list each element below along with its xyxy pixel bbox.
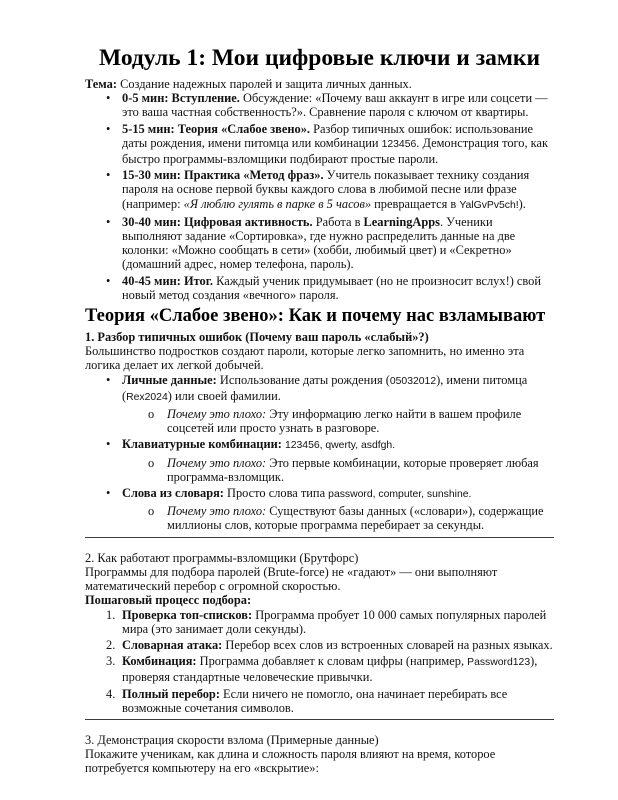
numbered-list	[85, 608, 554, 715]
text-run: 5-15 мин: Теория «Слабое звено».	[122, 121, 310, 136]
list-item	[85, 274, 554, 302]
text-run: Большинство подростков создают пароли, которые легко запомнить, но именно эта логика делает их легкой добычей.	[85, 344, 525, 373]
list-item	[85, 687, 554, 715]
divider	[85, 537, 554, 538]
section-heading	[85, 306, 554, 327]
paragraph	[85, 593, 554, 607]
list-marker: •	[106, 121, 111, 136]
sub-list-item	[85, 407, 554, 435]
text-run: Обсуждение: «Почему ваш аккаунт в игре или соцсети — это ваша частная собственность?». Сравнение пароля с ключом от квартиры.	[122, 91, 548, 120]
text-run: Слова из словаря:	[122, 486, 224, 501]
text-run: Программы для подбора паролей (Brute-force) не «гадают» — они выполняют математический перебор с огромной скоростью.	[85, 564, 498, 594]
list-marker: 1.	[106, 607, 116, 622]
sub-list-item	[85, 456, 554, 484]
paragraph	[85, 565, 554, 593]
text-run: 15-30 мин: Практика «Метод фраз».	[122, 168, 324, 183]
list-item-text	[122, 122, 554, 167]
list-marker: •	[106, 214, 111, 229]
text-run: превращается в	[371, 196, 460, 211]
list-item	[85, 638, 554, 652]
paragraph	[85, 747, 554, 775]
list-item-text	[167, 456, 554, 484]
list-item-text	[167, 504, 554, 532]
list-marker: 3.	[106, 654, 116, 669]
list-item	[85, 122, 554, 167]
text-run: Личные данные:	[122, 372, 217, 387]
list-marker: o	[148, 407, 155, 422]
text-run: Это первые комбинации, которые проверяет любая программа-взломщик.	[167, 455, 539, 484]
list-item	[85, 437, 554, 453]
text-run: . Демонстрация того, как быстро программы-взломщики подбирают простые пароли.	[122, 135, 549, 167]
list-item-text	[122, 638, 554, 652]
paragraph	[85, 77, 554, 91]
sub-list-item	[85, 504, 554, 532]
text-run: Клавиатурные комбинации:	[122, 437, 282, 452]
text-run: Эту информацию легко найти в вашем профиле соцсетей или просто узнать в разговоре.	[167, 407, 522, 436]
paragraph	[85, 733, 554, 747]
list-item-text	[122, 654, 554, 684]
text-run: 05032012	[389, 375, 437, 387]
bullet-list	[85, 91, 554, 302]
list-item-text	[122, 274, 554, 302]
text-run: Тема:	[85, 77, 117, 91]
text-run: LearningApps	[363, 214, 440, 229]
list-marker: •	[106, 437, 111, 452]
list-marker: •	[106, 372, 111, 387]
paragraph	[85, 330, 554, 344]
text-run: Проверка топ-списков:	[122, 607, 253, 622]
list-item-text	[122, 687, 554, 715]
text-run: Работа в	[312, 214, 364, 229]
list-item-text	[122, 91, 554, 119]
list-marker: •	[106, 91, 111, 106]
bullet-list	[85, 373, 554, 533]
list-item-text	[122, 168, 554, 213]
text-run: 1. Разбор типичных ошибок (Почему ваш пароль «слабый»?)	[85, 330, 429, 345]
text-run: Почему это плохо:	[167, 504, 267, 519]
list-marker: •	[106, 273, 111, 288]
text-run: Учитель показывает технику создания пароля на основе первой буквы каждого слова в любимой песне или фразе (например:	[122, 168, 530, 211]
text-run: Программа добавляет к словам цифры (например,	[196, 654, 468, 669]
list-marker: 2.	[106, 637, 116, 652]
text-run: Rex2024	[126, 391, 168, 403]
text-run: Пошаговый процесс подбора:	[85, 593, 252, 608]
list-item-text	[122, 215, 554, 272]
list-marker: •	[106, 168, 111, 183]
divider	[85, 719, 554, 720]
list-marker: •	[106, 486, 111, 501]
text-run: Словарная атака:	[122, 637, 223, 652]
text-run: Почему это плохо:	[167, 407, 267, 422]
list-item	[85, 608, 554, 636]
list-item	[85, 654, 554, 684]
list-item	[85, 215, 554, 272]
text-run: 3. Демонстрация скорости взлома (Примерные данные)	[85, 732, 379, 747]
text-run: Модуль 1: Мои цифровые ключи и замки	[98, 45, 541, 71]
paragraph	[85, 344, 554, 372]
text-run: ) или своей фамилии.	[167, 388, 281, 403]
text-run: Каждый ученик придумывает (но не произносит вслух!) свой новый метод создания «вечного» пароля.	[122, 273, 542, 302]
text-run: 123456, qwerty, asdfgh.	[284, 440, 396, 452]
list-marker: o	[148, 504, 155, 519]
text-run: Полный перебор:	[122, 686, 220, 701]
list-marker: o	[148, 455, 155, 470]
text-run: Разбор типичных ошибок: использование даты рождения, имени питомца или комбинации	[122, 121, 533, 150]
text-run: 40-45 мин: Итог.	[122, 273, 214, 288]
text-run: YalGvPv5ch!	[459, 199, 519, 211]
list-item-text	[122, 608, 554, 636]
list-item	[85, 168, 554, 213]
text-run: 0-5 мин: Вступление.	[122, 91, 240, 106]
text-run: Просто слова типа	[223, 486, 329, 501]
list-item	[85, 486, 554, 502]
text-run: Перебор всех слов из встроенных словарей на разных языках.	[222, 637, 553, 652]
text-run: Почему это плохо:	[167, 455, 267, 470]
text-run: ), проверяя стандартные человеческие привычки.	[122, 654, 538, 685]
text-run: 30-40 мин: Цифровая активность.	[122, 214, 313, 229]
list-item-text	[122, 437, 554, 453]
text-run: Комбинация:	[122, 654, 197, 669]
list-item-text	[122, 373, 554, 405]
list-item	[85, 373, 554, 405]
list-item-text	[167, 407, 554, 435]
paragraph	[85, 551, 554, 565]
text-run: 123456	[381, 138, 417, 150]
text-run: Покажите ученикам, как длина и сложность пароля влияют на время, которое потребуется компьютеру на его «вскрытие»:	[85, 747, 496, 776]
list-item-text	[122, 486, 554, 502]
text-run: password, computer, sunshine.	[328, 489, 472, 501]
text-run: Программа пробует 10 000 самых популярных паролей мира (это занимает доли секунды).	[122, 607, 547, 636]
text-run: Создание надежных паролей и защита личных данных.	[116, 77, 412, 91]
text-run: Теория «Слабое звено»: Как и почему нас взламывают	[85, 306, 546, 327]
text-run: Если ничего не помогло, она начинает перебирать все возможные сочетания символов.	[122, 686, 508, 715]
text-run: . Ученики выполняют задание «Сортировка», где нужно распределить данные на две колонки: «Можно сообщать в сети» (хобби, любимый цвет) и «Секретно» (домашний адрес, номер телефона, пароль).	[122, 214, 516, 272]
list-item	[85, 91, 554, 119]
doc-title	[85, 45, 554, 71]
text-run: Password123	[467, 657, 531, 669]
text-run: Использование даты рождения (	[216, 372, 390, 387]
text-run: Существуют базы данных («словари»), содержащие миллионы слов, которые программа перебирает за секунды.	[167, 504, 544, 533]
text-run: ), имени питомца (	[122, 372, 528, 403]
list-marker: 4.	[106, 686, 116, 701]
text-run: ).	[518, 196, 526, 211]
text-run: 2. Как работают программы-взломщики (Брутфорс)	[85, 550, 359, 565]
text-run: «Я люблю гулять в парке в 5 часов»	[183, 196, 372, 211]
